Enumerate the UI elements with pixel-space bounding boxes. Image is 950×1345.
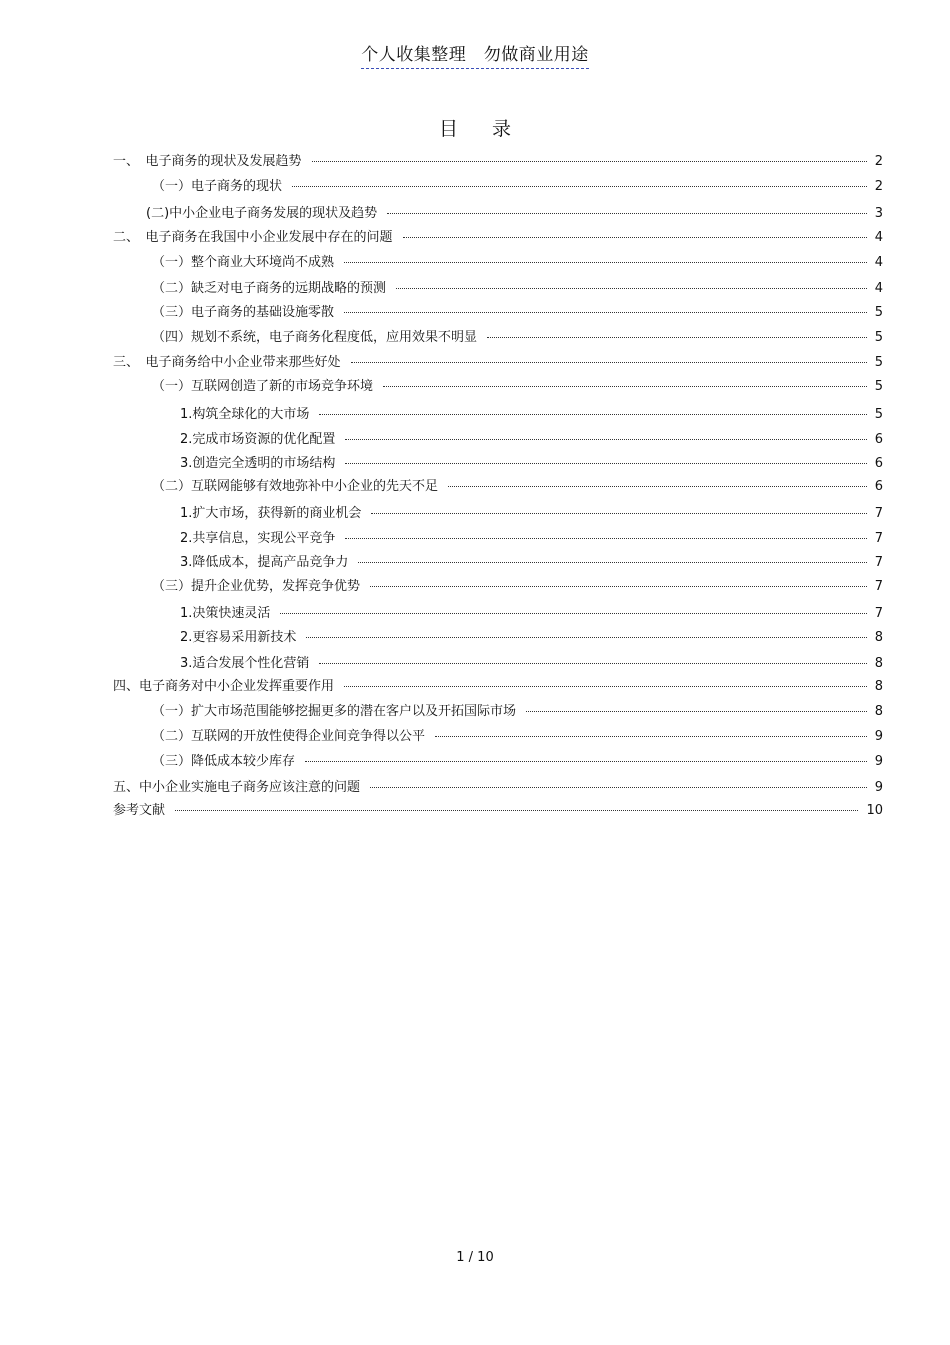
toc-entry[interactable] bbox=[152, 176, 883, 198]
toc-entry[interactable] bbox=[152, 701, 883, 723]
toc-entry[interactable] bbox=[180, 528, 883, 550]
toc-page-number: 6 bbox=[874, 479, 883, 494]
toc-entry-text: 二、 电子商务在我国中小企业发展中存在的问题 bbox=[113, 230, 393, 245]
toc-entry[interactable] bbox=[152, 576, 883, 598]
toc-entry-text: （一）扩大市场范围能够挖掘更多的潜在客户以及开拓国际市场 bbox=[152, 704, 517, 719]
toc-entry-text: (二)中小企业电子商务发展的现状及趋势 bbox=[146, 206, 378, 221]
toc-entry-text: 2.完成市场资源的优化配置 bbox=[180, 432, 336, 447]
toc-entry-text: （三）电子商务的基础设施零散 bbox=[152, 305, 335, 320]
toc-entry[interactable] bbox=[180, 404, 883, 426]
toc-page-number: 6 bbox=[874, 456, 883, 471]
toc-entry[interactable] bbox=[152, 726, 883, 748]
toc-page-number: 7 bbox=[874, 506, 883, 521]
toc-leader-dots bbox=[448, 485, 867, 487]
page-header bbox=[0, 40, 950, 65]
toc-entry-text: 3.适合发展个性化营销 bbox=[180, 656, 310, 671]
toc-entry[interactable] bbox=[152, 278, 883, 300]
toc-entry[interactable] bbox=[152, 252, 883, 274]
toc-entry-text: 2.更容易采用新技术 bbox=[180, 630, 297, 645]
toc-entry-text: （二）互联网能够有效地弥补中小企业的先天不足 bbox=[152, 479, 439, 494]
toc-entry-text: 1.构筑全球化的大市场 bbox=[180, 407, 310, 422]
toc-entry-text: （一）互联网创造了新的市场竞争环境 bbox=[152, 379, 374, 394]
toc-leader-dots bbox=[345, 438, 866, 440]
toc-page-number: 6 bbox=[874, 432, 883, 447]
toc-leader-dots bbox=[305, 760, 867, 762]
toc-entry[interactable] bbox=[152, 302, 883, 324]
page-number: 1 / 10 bbox=[456, 1250, 494, 1265]
toc-entry-text: 参考文献 bbox=[113, 803, 166, 818]
toc-page-number: 2 bbox=[874, 154, 883, 169]
toc-page-number: 9 bbox=[874, 729, 883, 744]
toc-leader-dots bbox=[487, 336, 867, 338]
toc-leader-dots bbox=[292, 185, 867, 187]
toc-page-number: 4 bbox=[874, 281, 883, 296]
toc-leader-dots bbox=[383, 385, 867, 387]
toc-entry-text: 一、 电子商务的现状及发展趋势 bbox=[113, 154, 302, 169]
toc-leader-dots bbox=[344, 311, 867, 313]
toc-entry-text: 3.创造完全透明的市场结构 bbox=[180, 456, 336, 471]
toc-page-number: 9 bbox=[874, 754, 883, 769]
toc-leader-dots bbox=[396, 287, 867, 289]
toc-entry-text: 2.共享信息，实现公平竞争 bbox=[180, 531, 336, 546]
toc-page-number: 4 bbox=[874, 230, 883, 245]
toc-title: 目 录 bbox=[438, 118, 526, 140]
toc-entry-text: （四）规划不系统，电子商务化程度低，应用效果不明显 bbox=[152, 330, 478, 345]
toc-entry[interactable] bbox=[113, 777, 883, 799]
toc-entry[interactable] bbox=[180, 552, 883, 574]
toc-page-number: 7 bbox=[874, 579, 883, 594]
toc-entry[interactable] bbox=[113, 151, 883, 173]
toc-entry-text: （二）缺乏对电子商务的远期战略的预测 bbox=[152, 281, 387, 296]
toc-leader-dots bbox=[306, 636, 866, 638]
toc-entry-text: （一）整个商业大环境尚不成熟 bbox=[152, 255, 335, 270]
toc-page-number: 10 bbox=[866, 803, 883, 818]
toc-page-number: 2 bbox=[874, 179, 883, 194]
toc-page-number: 8 bbox=[874, 704, 883, 719]
toc-entry[interactable] bbox=[180, 627, 883, 649]
toc-entry-text: 五、中小企业实施电子商务应该注意的问题 bbox=[113, 780, 361, 795]
toc-entry[interactable] bbox=[180, 503, 883, 525]
toc-entry-text: 3.降低成本，提高产品竞争力 bbox=[180, 555, 349, 570]
toc-page-number: 3 bbox=[874, 206, 883, 221]
toc-entry[interactable] bbox=[113, 676, 883, 698]
toc-leader-dots bbox=[280, 612, 866, 614]
toc-page-number: 9 bbox=[874, 780, 883, 795]
toc-leader-dots bbox=[345, 462, 866, 464]
toc-entry[interactable] bbox=[180, 453, 883, 475]
toc-leader-dots bbox=[312, 160, 867, 162]
toc-page-number: 7 bbox=[874, 555, 883, 570]
toc-entry[interactable] bbox=[113, 800, 883, 822]
toc-page-number: 8 bbox=[874, 656, 883, 671]
toc-leader-dots bbox=[371, 512, 866, 514]
toc-leader-dots bbox=[526, 710, 867, 712]
toc-leader-dots bbox=[370, 786, 867, 788]
toc-leader-dots bbox=[358, 561, 866, 563]
toc-leader-dots bbox=[175, 809, 858, 811]
toc-entry-text: （二）互联网的开放性使得企业间竞争得以公平 bbox=[152, 729, 426, 744]
toc-entry-text: 1.扩大市场，获得新的商业机会 bbox=[180, 506, 362, 521]
toc-page-number: 5 bbox=[874, 407, 883, 422]
toc-entry-text: （三）提升企业优势，发挥竞争优势 bbox=[152, 579, 361, 594]
toc-page-number: 5 bbox=[874, 355, 883, 370]
toc-page-number: 5 bbox=[874, 330, 883, 345]
toc-entry[interactable] bbox=[113, 352, 883, 374]
toc-leader-dots bbox=[435, 735, 867, 737]
toc-entry[interactable] bbox=[152, 751, 883, 773]
toc-leader-dots bbox=[403, 236, 867, 238]
toc-page-number: 5 bbox=[874, 379, 883, 394]
toc-entry[interactable] bbox=[180, 603, 883, 625]
toc-entry[interactable] bbox=[146, 203, 883, 225]
toc-leader-dots bbox=[345, 537, 866, 539]
toc-leader-dots bbox=[351, 361, 867, 363]
toc-leader-dots bbox=[319, 662, 866, 664]
toc-entry[interactable] bbox=[180, 653, 883, 675]
toc-entry-text: 1.决策快速灵活 bbox=[180, 606, 271, 621]
toc-page-number: 4 bbox=[874, 255, 883, 270]
header-text: 个人收集整理 勿做商业用途 bbox=[361, 45, 589, 69]
toc-page-number: 7 bbox=[874, 606, 883, 621]
toc-page-number: 8 bbox=[874, 679, 883, 694]
toc-entry[interactable] bbox=[113, 227, 883, 249]
toc-entry[interactable] bbox=[180, 429, 883, 451]
toc-entry-text: （三）降低成本较少库存 bbox=[152, 754, 296, 769]
toc-entry[interactable] bbox=[152, 476, 883, 498]
toc-leader-dots bbox=[387, 212, 867, 214]
toc-page-number: 5 bbox=[874, 305, 883, 320]
toc-page-number: 7 bbox=[874, 531, 883, 546]
toc-entry[interactable] bbox=[152, 376, 883, 398]
toc-leader-dots bbox=[344, 261, 867, 263]
toc-entry-text: 三、 电子商务给中小企业带来那些好处 bbox=[113, 355, 341, 370]
toc-leader-dots bbox=[344, 685, 867, 687]
toc-entry-text: 四、电子商务对中小企业发挥重要作用 bbox=[113, 679, 335, 694]
toc-leader-dots bbox=[319, 413, 866, 415]
toc-page-number: 8 bbox=[874, 630, 883, 645]
toc-leader-dots bbox=[370, 585, 867, 587]
toc-entry-text: （一）电子商务的现状 bbox=[152, 179, 283, 194]
toc-entry[interactable] bbox=[152, 327, 883, 349]
